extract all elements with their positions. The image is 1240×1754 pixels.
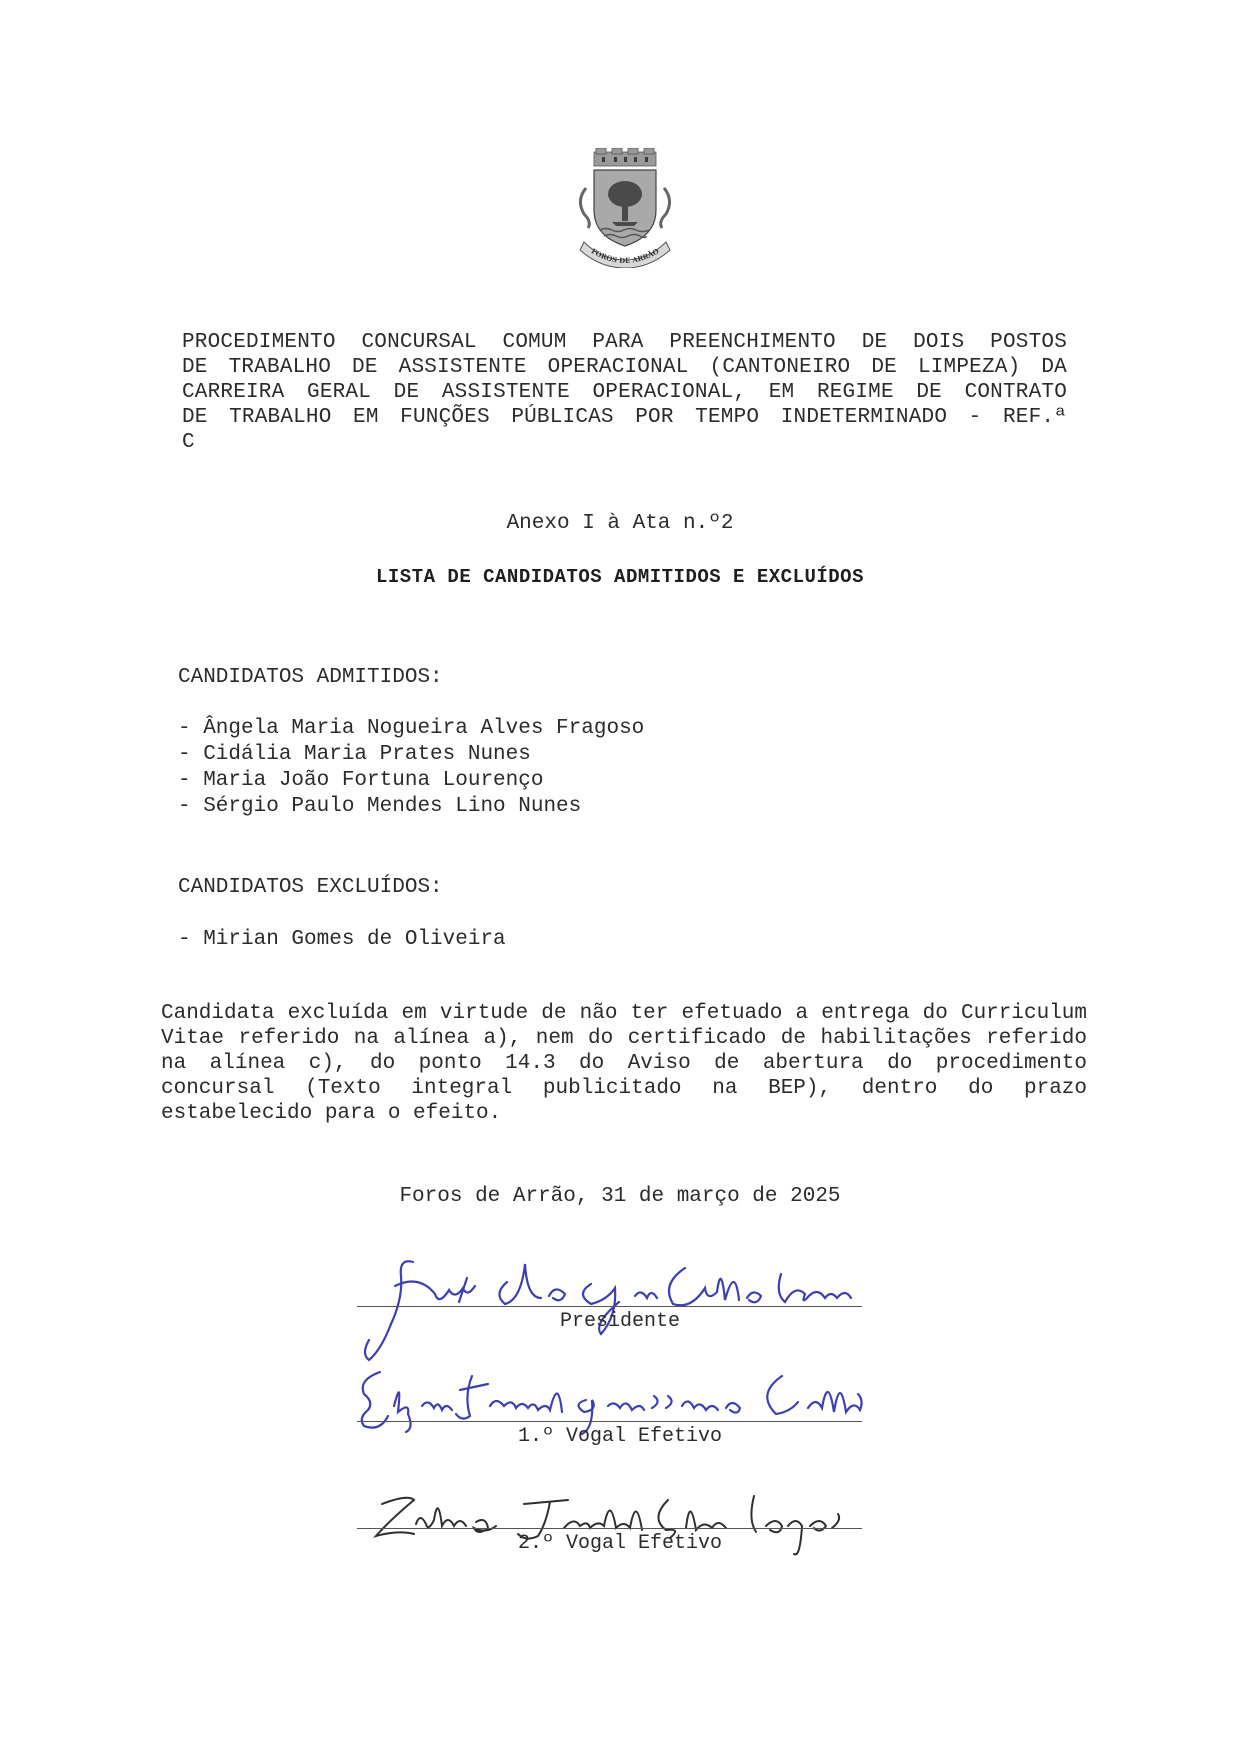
candidate-item: - Sérgio Paulo Mendes Lino Nunes (178, 795, 582, 818)
heading-line: DE TRABALHO DE ASSISTENTE OPERACIONAL (CANTONEIRO DE LIMPEZA) DA (182, 356, 1067, 379)
procedure-heading (182, 330, 1067, 455)
crest-motto: FOROS DE ARRÃO (589, 246, 661, 266)
list-title: LISTA DE CANDIDATOS ADMITIDOS E EXCLUÍDOS (376, 566, 864, 588)
signature-line (357, 1306, 862, 1307)
annex-title: Anexo I à Ata n.º2 (506, 512, 734, 535)
signature-role: 2.º Vogal Efetivo (517, 1532, 723, 1555)
signature-role: 1.º Vogal Efetivo (517, 1425, 723, 1448)
candidate-item: - Mirian Gomes de Oliveira (178, 928, 506, 951)
signature-role: Presidente (559, 1310, 681, 1333)
excluded-label: CANDIDATOS EXCLUÍDOS: (178, 876, 443, 899)
candidate-item: - Cidália Maria Prates Nunes (178, 743, 531, 766)
heading-line: PROCEDIMENTO CONCURSAL COMUM PARA PREENCHIMENTO DE DOIS POSTOS (182, 331, 1067, 354)
signature-line (357, 1421, 862, 1422)
heading-line: DE TRABALHO EM FUNÇÕES PÚBLICAS POR TEMPO INDETERMINADO - REF.ª (182, 406, 1067, 429)
candidate-item: - Maria João Fortuna Lourenço (178, 769, 544, 792)
coat-of-arms-logo (572, 148, 678, 268)
exclusion-note: Candidata excluída em virtude de não ter efetuado a entrega do Curriculum Vitae referido na alínea a), nem do certificado de habilitações referido na alínea c), do ponto 14.3 do Aviso de abertura do procedimento concursal (Texto integral publicitado na BEP), dentro do prazo estabelecido para o efeito. (161, 1002, 1087, 1125)
place-date: Foros de Arrão, 31 de março de 2025 (399, 1185, 841, 1208)
signature-line (357, 1528, 862, 1529)
admitted-list (178, 716, 644, 820)
excluded-list (178, 927, 506, 953)
candidate-item: - Ângela Maria Nogueira Alves Fragoso (178, 717, 645, 740)
heading-line: C (182, 431, 195, 454)
heading-line: CARREIRA GERAL DE ASSISTENTE OPERACIONAL, EM REGIME DE CONTRATO (182, 381, 1067, 404)
admitted-label: CANDIDATOS ADMITIDOS: (178, 666, 443, 689)
